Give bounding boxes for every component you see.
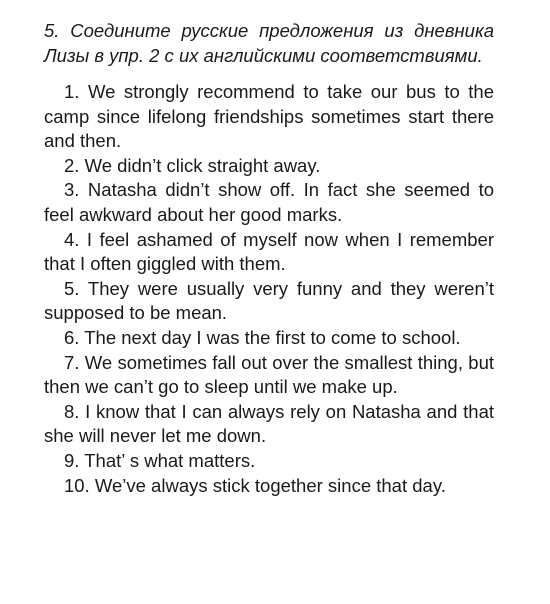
sentence-9: 9. That’ s what matters.: [64, 449, 256, 471]
sentence-8: 8. I know that I can always rely on Natasha and that she will never let me down.: [44, 400, 494, 447]
exercise-page: [44, 18, 494, 498]
sentence-7: 7. We sometimes fall out over the smallest thing, but then we can’t go to sleep until we make up.: [44, 351, 494, 398]
sentence-1: 1. We strongly recommend to take our bus to the camp since lifelong friendships sometimes start there and then.: [44, 81, 494, 152]
sentence-10: 10. We’ve always stick together since that day.: [64, 474, 446, 496]
sentence-list: [44, 80, 494, 498]
sentence-5: 5. They were usually very funny and they weren’t supposed to be mean.: [44, 277, 494, 324]
sentence-2: 2. We didn’t click straight away.: [64, 154, 321, 176]
sentence-6: 6. The next day I was the first to come to school.: [64, 326, 461, 348]
sentence-4: 4. I feel ashamed of myself now when I remember that I often giggled with them.: [44, 228, 494, 275]
sentence-3: 3. Natasha didn’t show off. In fact she seemed to feel awkward about her good marks.: [44, 179, 494, 225]
task-heading: 5. Соедините русские предложения из дневника Лизы в упр. 2 с их английскими соответствиями.: [44, 20, 494, 66]
